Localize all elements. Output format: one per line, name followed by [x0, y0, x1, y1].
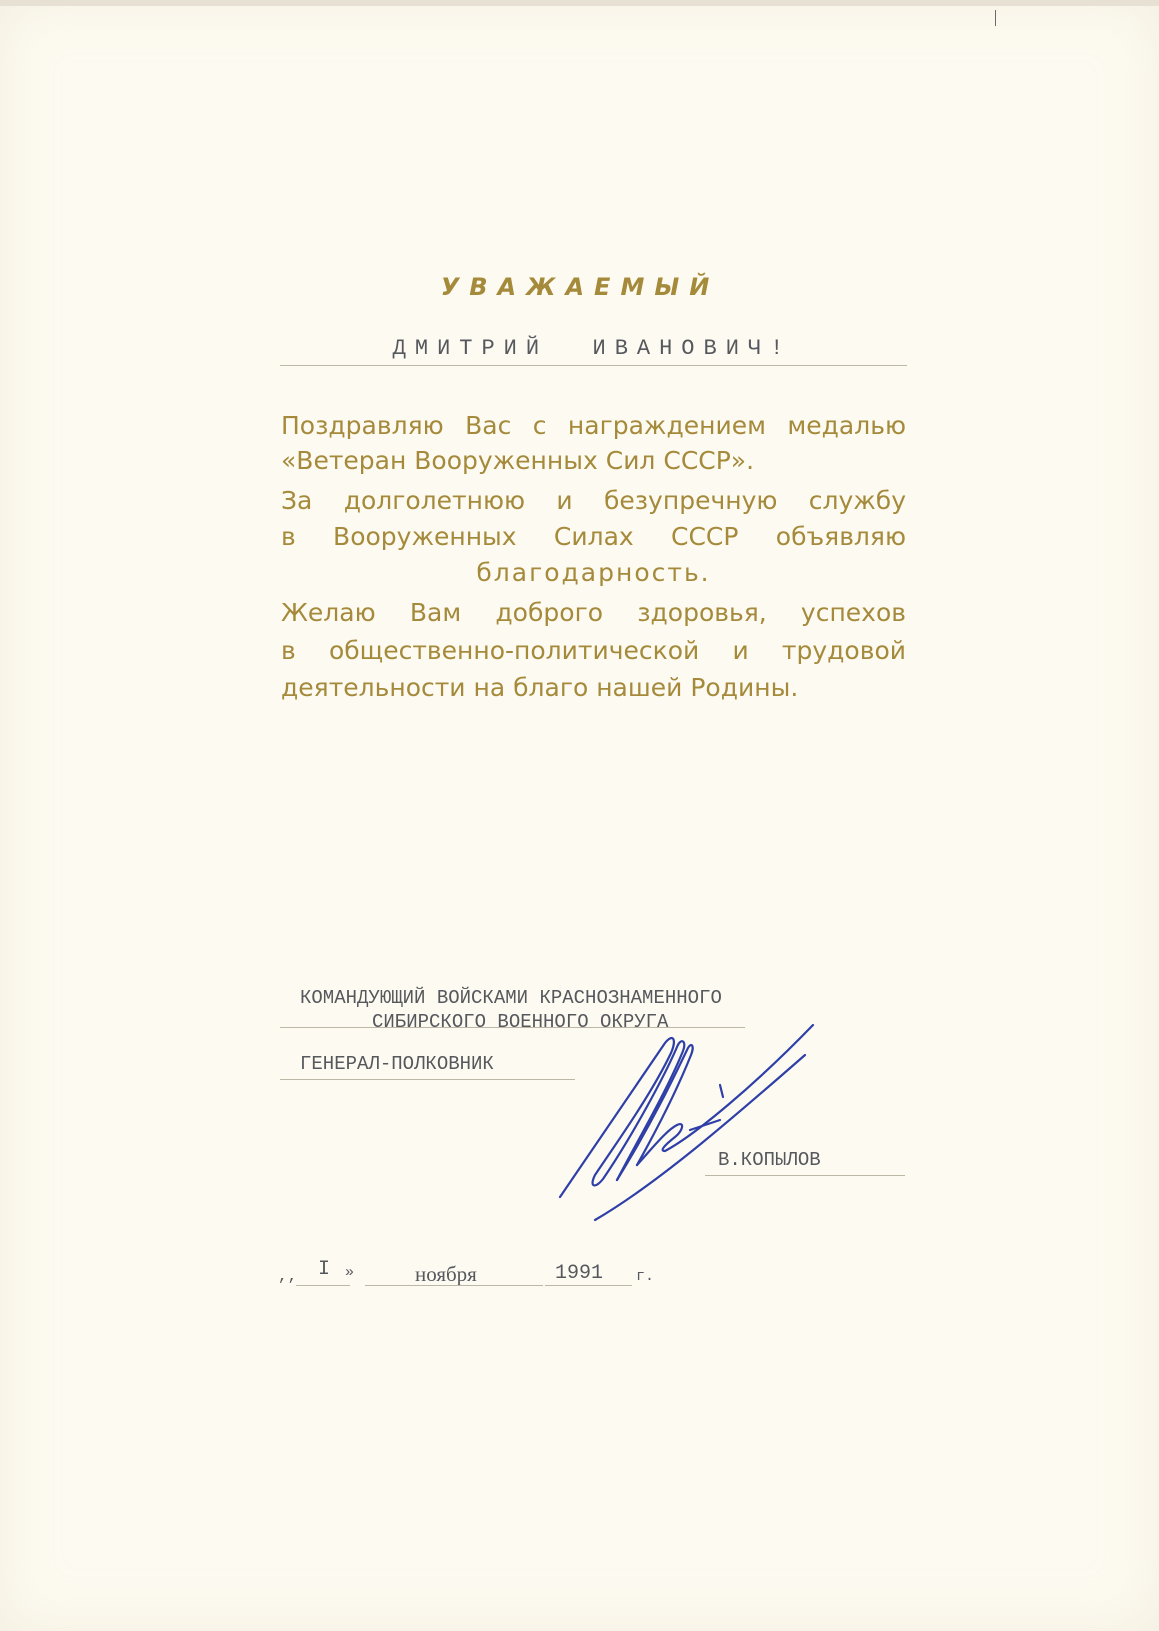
addressee-name: ДМИТРИЙ ИВАНОВИЧ!: [392, 336, 793, 361]
month-underline: [365, 1285, 543, 1286]
date-close-quote: »: [345, 1264, 355, 1281]
salutation-heading: УВАЖАЕМЫЙ: [440, 273, 720, 301]
handwritten-signature: [555, 975, 865, 1225]
date-suffix: г.: [636, 1268, 655, 1285]
date-day: I: [318, 1258, 331, 1281]
year-underline: [545, 1285, 632, 1286]
signatory-position-line2: СИБИРСКОГО ВОЕННОГО ОКРУГА: [372, 1011, 669, 1033]
body-line-6: Желаю Вам доброго здоровья, успехов: [281, 598, 906, 627]
date-month: ноября: [415, 1262, 477, 1286]
date-open-quote: ,,: [278, 1267, 298, 1285]
day-underline: [296, 1285, 350, 1286]
addressee-underline: [280, 365, 907, 366]
signatory-rank: ГЕНЕРАЛ-ПОЛКОВНИК: [300, 1053, 494, 1075]
body-line-2: «Ветеран Вооруженных Сил СССР».: [281, 446, 755, 475]
body-line-7: в общественно-политической и трудовой: [281, 636, 906, 665]
signatory-name: В.КОПЫЛОВ: [718, 1149, 821, 1171]
body-line-3: За долголетнюю и безупречную службу: [281, 486, 906, 515]
body-line-8: деятельности на благо нашей Родины.: [281, 673, 799, 702]
date-year: 1991: [555, 1262, 604, 1285]
page-top-edge: [0, 0, 1159, 6]
scan-edge-mark: [995, 10, 996, 26]
signatory-position-line1: КОМАНДУЮЩИЙ ВОЙСКАМИ КРАСНОЗНАМЕННОГО: [300, 987, 722, 1009]
body-line-1: Поздравляю Вас с награждением медалью: [281, 411, 906, 440]
body-line-4: в Вооруженных Силах СССР объявляю: [281, 522, 906, 551]
body-line-5: благодарность.: [476, 558, 711, 587]
rank-underline: [280, 1079, 575, 1080]
name-underline: [705, 1175, 905, 1176]
